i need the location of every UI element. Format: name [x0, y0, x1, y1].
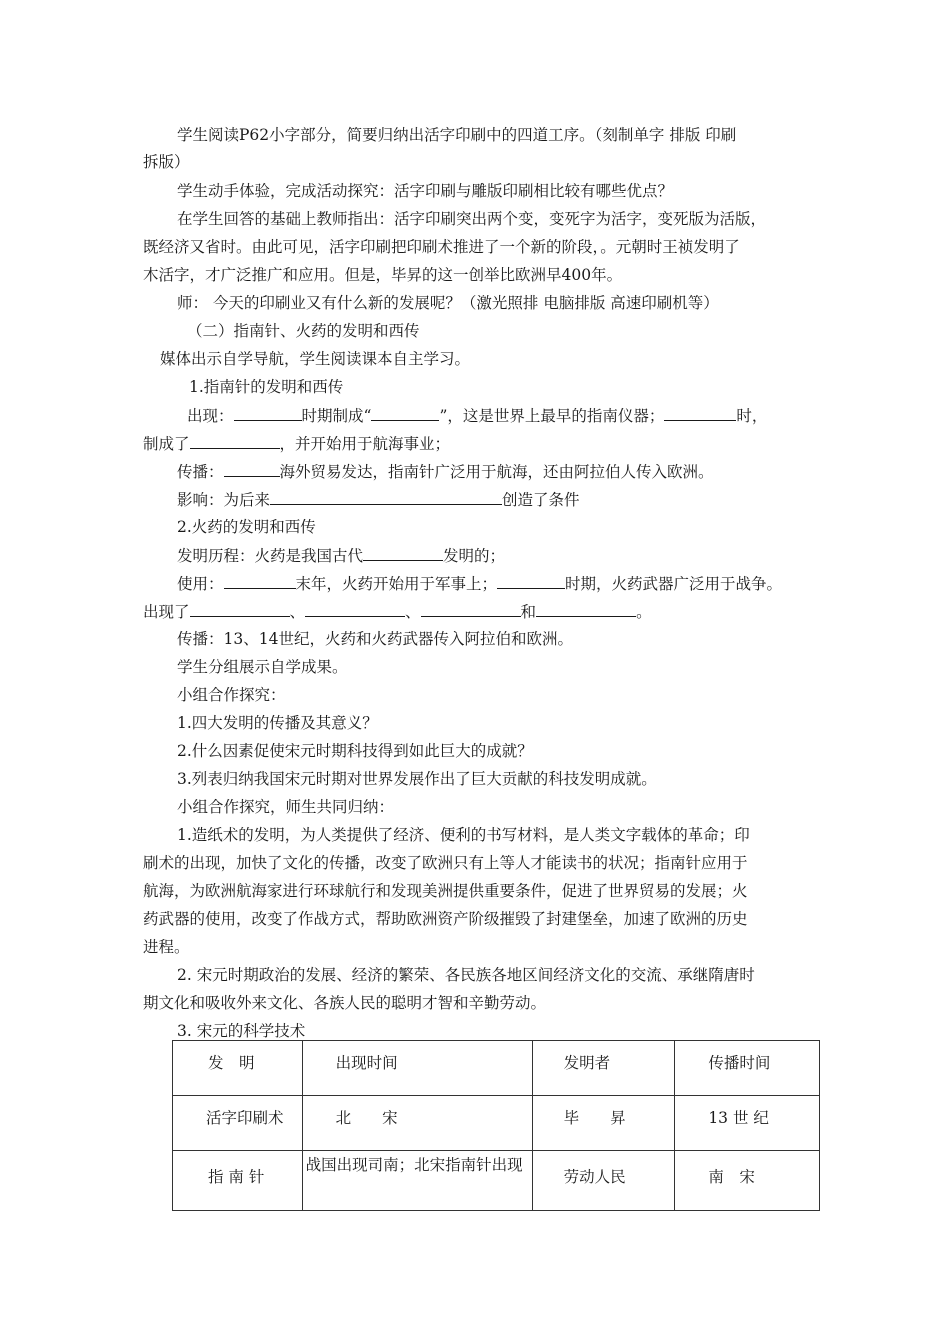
- blank-weapon-1[interactable]: [190, 601, 290, 617]
- header-time: 出现时间: [335, 1054, 398, 1072]
- para3-line1: 在学生回答的基础上教师指出：活字印刷突出两个变，变死字为活字，变死版为活版，: [177, 210, 767, 228]
- media-line: 媒体出示自学导航，学生阅读课本自主学习。: [160, 350, 471, 368]
- para3-line3: 木活字，才广泛推广和应用。但是，毕昇的这一创举比欧洲早400年。: [143, 266, 623, 284]
- answer1-line: 进程。: [143, 938, 190, 956]
- header-inventor: 发明者: [563, 1054, 611, 1072]
- cell-time: 北 宋: [335, 1109, 398, 1127]
- gunpowder-spread: 传播：13、14世纪，火药和火药武器传入阿拉伯和欧洲。: [177, 630, 573, 648]
- table-header-row: [173, 1041, 820, 1096]
- gunpowder-title: 2.火药的发明和西传: [177, 518, 316, 536]
- question-1: 1.四大发明的传播及其意义？: [177, 714, 378, 732]
- header-invention: 发 明: [208, 1054, 255, 1072]
- answer2-line: 期文化和吸收外来文化、各族人民的聪明才智和辛勤劳动。: [143, 994, 547, 1012]
- answer1-line: 1.造纸术的发明，为人类提供了经济、便利的书写材料，是人类文字载体的革命；印: [177, 826, 750, 844]
- para1-line1: 学生阅读P62小字部分，简要归纳出活字印刷中的四道工序。（刻制单字 排版 印刷: [177, 126, 737, 144]
- answer1-line: 药武器的使用，改变了作战方式，帮助欧洲资产阶级摧毁了封建堡垒，加速了欧洲的历史: [143, 910, 748, 928]
- cell-time: 战国出现司南；北宋指南针出现: [305, 1156, 523, 1174]
- para3-line2: 既经济又省时。由此可见，活字印刷把印刷术推进了一个新的阶段，。元朝时王祯发明了: [143, 238, 740, 256]
- gunpowder-use-line2: 出现了 、 、 和 。: [143, 603, 652, 621]
- section2-title: （二）指南针、火药的发明和西传: [187, 322, 420, 340]
- table-row: [173, 1151, 820, 1211]
- compass-appear-line2: 制成了 ，并开始用于航海事业；: [143, 435, 451, 453]
- compass-impact-line: 影响：为后来 创造了条件: [177, 491, 580, 509]
- cell-spread-time: 13 世 纪: [708, 1109, 769, 1127]
- blank-period[interactable]: [234, 405, 302, 421]
- cell-invention: 指 南 针: [208, 1168, 265, 1186]
- blank-spread[interactable]: [224, 461, 280, 477]
- header-spread-time: 传播时间: [708, 1054, 771, 1072]
- blank-made[interactable]: [190, 433, 280, 449]
- answer2-line: 2. 宋元时期政治的发展、经济的繁荣、各民族各地区间经济文化的交流、承继隋唐时: [177, 966, 755, 984]
- teacher-question: 师： 今天的印刷业又有什么新的发展呢？（激光照排 电脑排版 高速印刷机等）: [177, 294, 719, 312]
- para1-line2: 拆版）: [143, 153, 190, 171]
- coop-title: 小组合作探究：: [177, 686, 286, 704]
- summary-title: 小组合作探究，师生共同归纳：: [177, 798, 395, 816]
- blank-device[interactable]: [371, 405, 439, 421]
- question-2: 2.什么因素促使宋元时期科技得到如此巨大的成就？: [177, 742, 533, 760]
- group-show: 学生分组展示自学成果。: [177, 658, 348, 676]
- gunpowder-history-line: 发明历程：火药是我国古代 发明的；: [177, 547, 506, 565]
- question-3: 3.列表归纳我国宋元时期对世界发展作出了巨大贡献的科技发明成就。: [177, 770, 657, 788]
- answer1-line: 刷术的出现，加快了文化的传播，改变了欧洲只有上等人才能读书的状况；指南针应用于: [143, 854, 748, 872]
- gunpowder-use-line: 使用： 末年，火药开始用于军事上； 时期，火药武器广泛用于战争。: [177, 575, 783, 593]
- blank-impact[interactable]: [270, 489, 502, 505]
- cell-spread-time: 南 宋: [708, 1168, 755, 1186]
- compass-spread-line: 传播： 海外贸易发达，指南针广泛用于航海，还由阿拉伯人传入欧洲。: [177, 463, 714, 481]
- blank-dynasty[interactable]: [224, 573, 296, 589]
- compass-title: 1.指南针的发明和西传: [189, 378, 344, 396]
- blank-inventors[interactable]: [363, 545, 443, 561]
- table-row: [173, 1096, 820, 1151]
- blank-time[interactable]: [664, 405, 736, 421]
- cell-inventor: 劳动人民: [563, 1168, 626, 1186]
- cell-inventor: 毕 昇: [563, 1109, 626, 1127]
- answer3-title: 3. 宋元的科学技术: [177, 1022, 306, 1040]
- blank-weapon-2[interactable]: [305, 601, 405, 617]
- blank-era[interactable]: [497, 573, 565, 589]
- blank-weapon-3[interactable]: [421, 601, 521, 617]
- cell-invention: 活字印刷术: [206, 1109, 284, 1127]
- compass-appear-line: 出现： 时期制成“ ”，这是世界上最早的指南仪器； 时，: [187, 407, 768, 425]
- answer1-line: 航海，为欧洲航海家进行环球航行和发现美洲提供重要条件，促进了世界贸易的发展；火: [143, 882, 748, 900]
- para2: 学生动手体验，完成活动探究：活字印刷与雕版印刷相比较有哪些优点？: [177, 182, 674, 200]
- blank-weapon-4[interactable]: [536, 601, 636, 617]
- inventions-table: [172, 1040, 820, 1211]
